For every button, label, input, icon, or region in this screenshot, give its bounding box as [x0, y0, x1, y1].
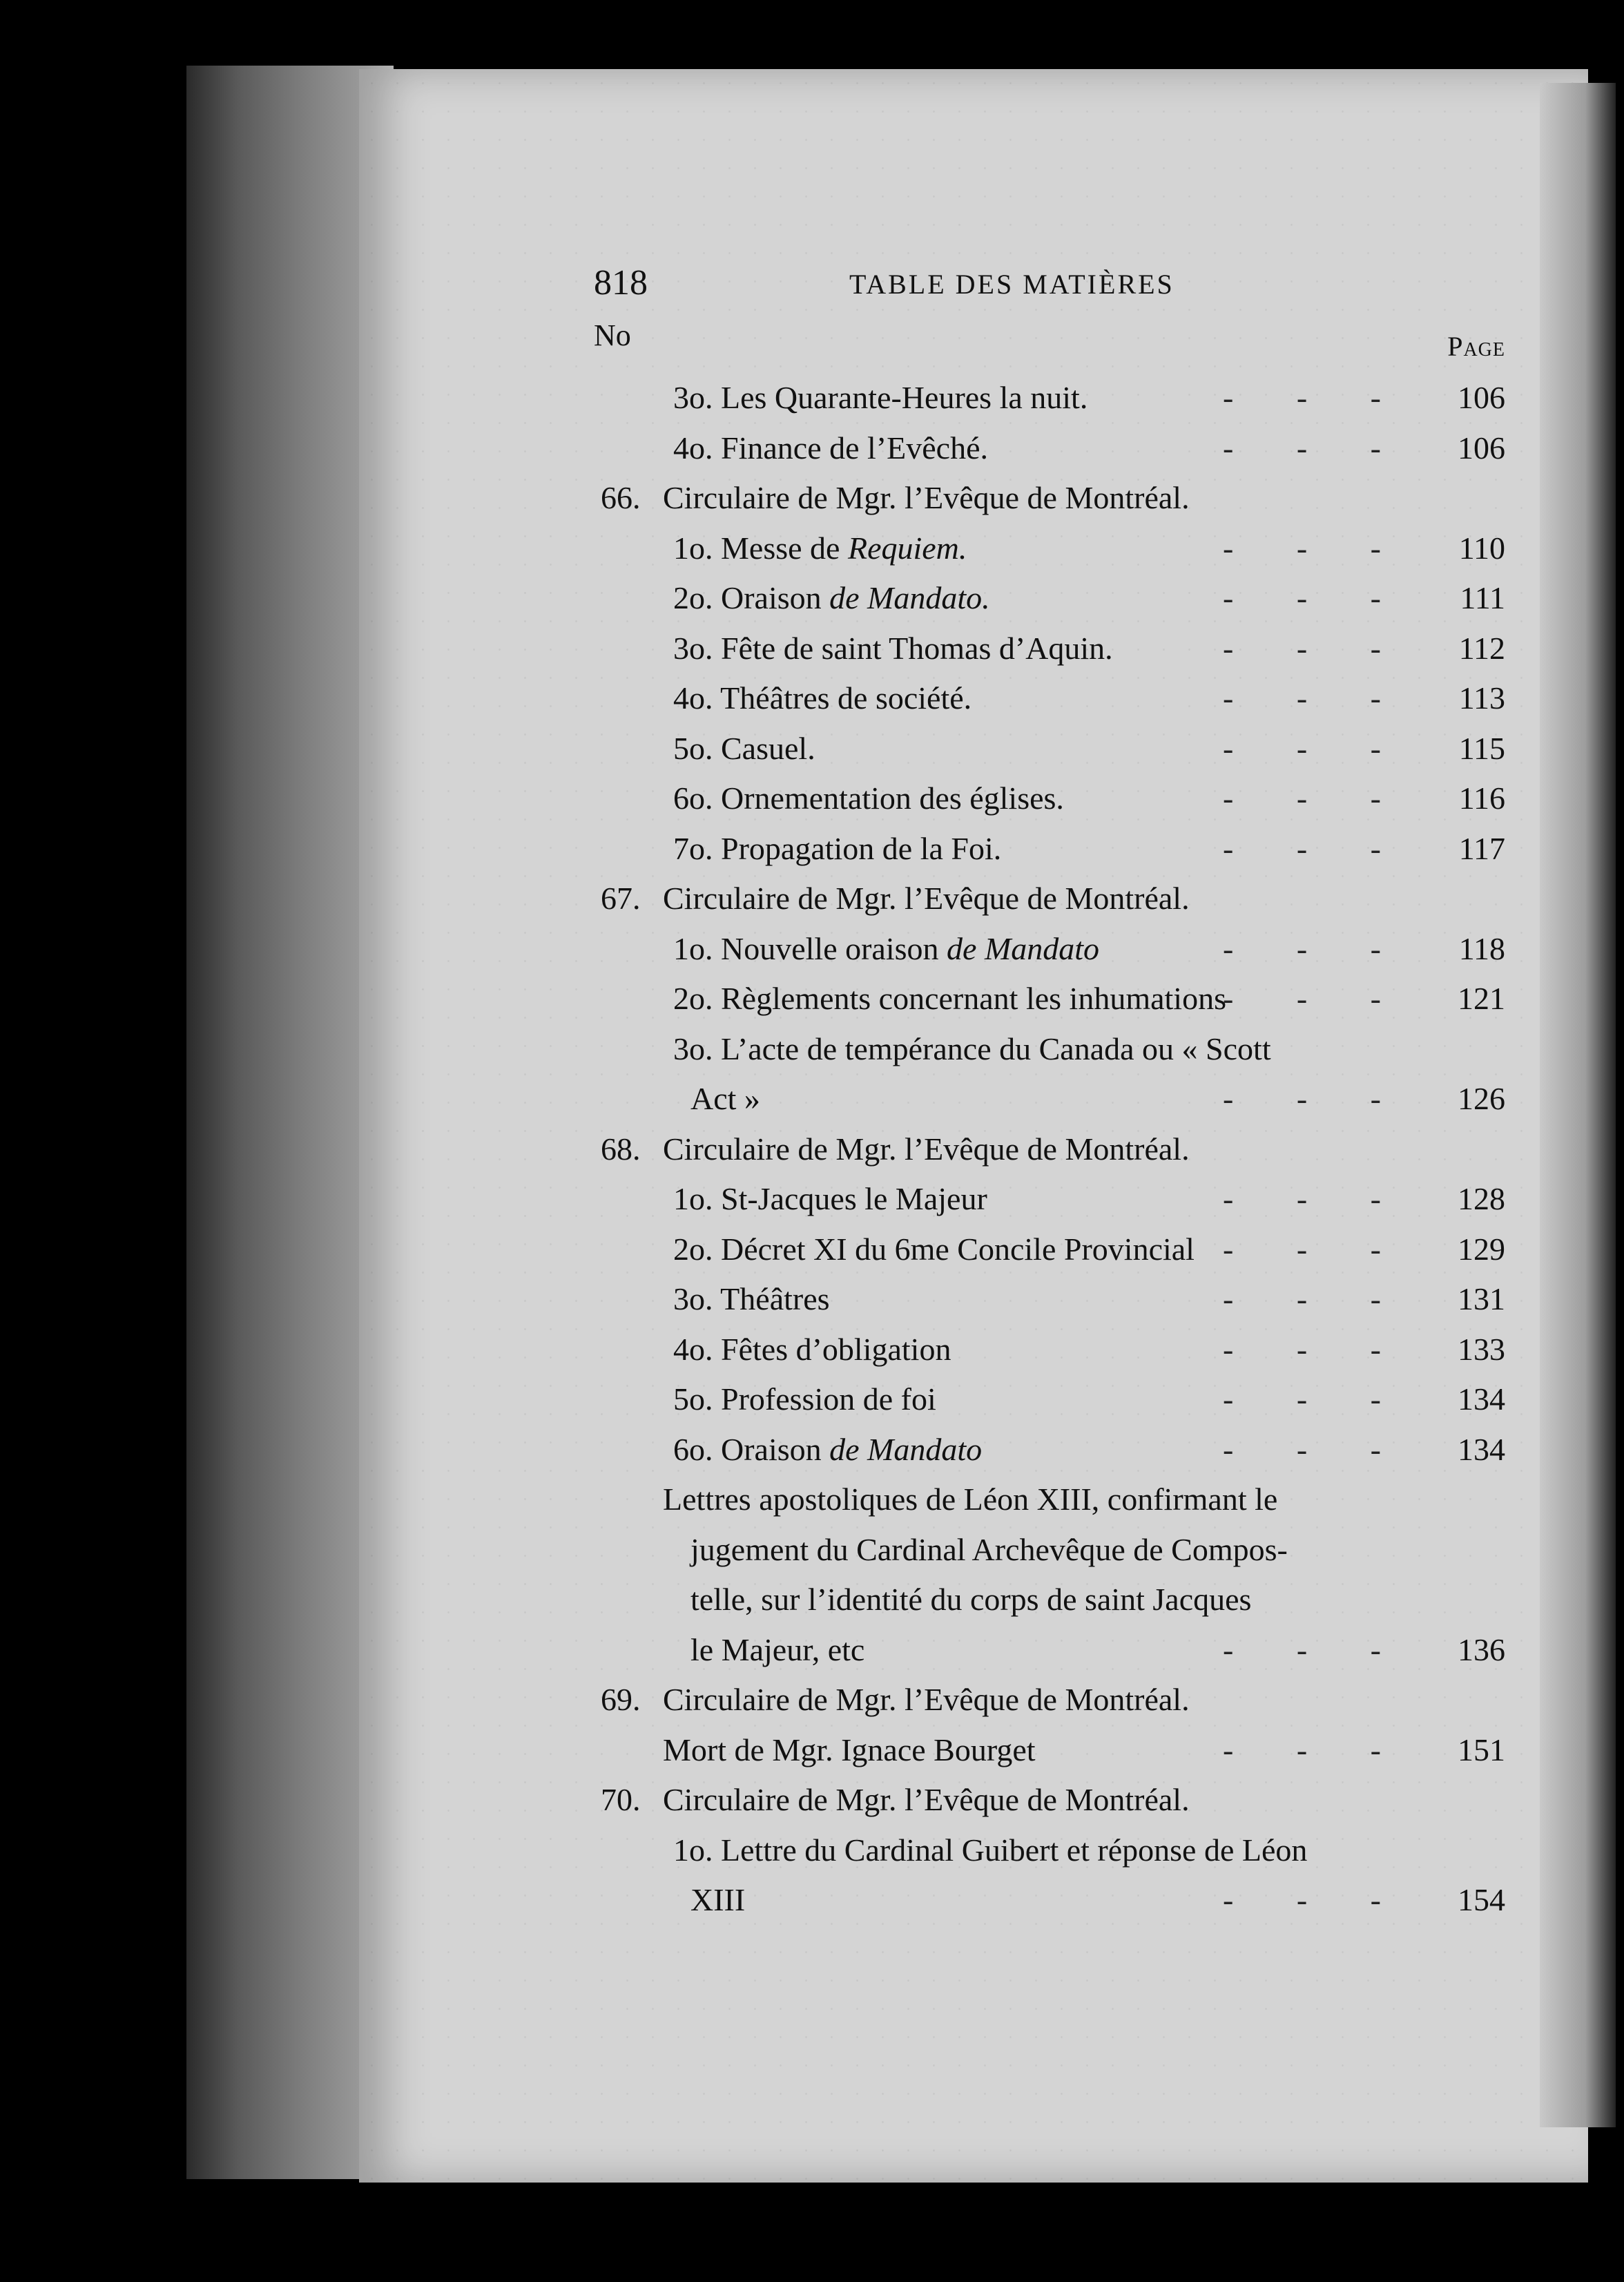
entry-title	[673, 824, 1001, 874]
entry-title	[673, 724, 815, 774]
entry-subnumber: 5o.	[673, 730, 721, 766]
entry-italic-text: Requiem.	[847, 530, 967, 566]
entry-title	[690, 1625, 864, 1676]
entry-text: Lettres apostoliques de Léon XIII, confirmant le	[663, 1482, 1278, 1517]
entry-page-number: 131	[1458, 1281, 1505, 1316]
toc-entry	[594, 524, 1505, 574]
running-title: TABLE DES MATIÈRES	[849, 269, 1174, 300]
entry-title	[690, 1074, 760, 1124]
toc-entry	[594, 824, 1505, 874]
entry-title	[673, 373, 1088, 423]
entry-title	[673, 573, 990, 624]
entry-list	[594, 373, 1505, 1926]
entry-title	[663, 874, 1190, 924]
entry-title	[673, 423, 988, 474]
entry-subnumber: 2o.	[673, 1231, 721, 1267]
entry-title	[673, 974, 1226, 1024]
entry-title	[673, 624, 1113, 674]
entry-subnumber: 2o.	[673, 580, 721, 615]
dot-leader: - - -	[1223, 580, 1409, 615]
entry-page-number: 133	[1458, 1331, 1505, 1367]
entry-title	[673, 774, 1064, 824]
dot-leader: - - -	[1223, 680, 1409, 716]
entry-text: Les Quarante-Heures la nuit.	[721, 380, 1088, 415]
entry-page-number: 126	[1458, 1081, 1505, 1116]
toc-entry	[594, 1575, 1498, 1625]
dot-leader: - - -	[1223, 930, 1409, 966]
entry-page-number: 118	[1458, 930, 1505, 966]
entry-text: Act »	[690, 1081, 760, 1116]
toc-entry	[594, 974, 1505, 1024]
entry-subnumber: 2o.	[673, 981, 721, 1016]
entry-text: Oraison	[721, 580, 830, 615]
entry-title	[673, 1374, 936, 1425]
entry-number: 66.	[601, 480, 641, 515]
dot-leader: - - -	[1223, 1732, 1409, 1767]
entry-number: 67.	[601, 881, 641, 916]
dot-leader: - - -	[1223, 1331, 1409, 1367]
entry-subnumber: 1o.	[673, 930, 721, 966]
entry-title	[690, 1875, 745, 1926]
toc-entry	[594, 1725, 1505, 1776]
toc-entry	[594, 1074, 1505, 1124]
entry-page-number: 106	[1458, 430, 1505, 466]
entry-text: Ornementation des églises.	[721, 780, 1064, 816]
entry-subnumber: 4o.	[673, 1331, 721, 1367]
entry-title	[673, 1325, 951, 1375]
entry-subnumber: 6o.	[673, 780, 721, 816]
entry-italic-text: de Mandato.	[829, 580, 990, 615]
dot-leader: - - -	[1223, 1431, 1409, 1467]
entry-text: Propagation de la Foi.	[721, 830, 1002, 866]
entry-text: Fête de saint Thomas d’Aquin.	[721, 630, 1113, 666]
entry-page-number: 129	[1458, 1231, 1505, 1267]
dot-leader: - - -	[1223, 1281, 1409, 1316]
toc-entry	[594, 373, 1505, 423]
entry-title	[673, 1274, 830, 1325]
entry-text: Profession de foi	[721, 1381, 936, 1417]
dot-leader: - - -	[1223, 981, 1409, 1016]
page-header	[594, 262, 1498, 318]
entry-italic-text: de Mandato	[947, 930, 1100, 966]
entry-number: 70.	[601, 1782, 641, 1817]
entry-text: Casuel.	[721, 730, 815, 766]
entry-page-number: 113	[1458, 680, 1505, 716]
entry-page-number: 117	[1458, 830, 1505, 866]
entry-title	[673, 1825, 1307, 1876]
toc-entry	[594, 473, 1498, 524]
entry-title	[690, 1525, 1288, 1575]
entry-text: Lettre du Cardinal Guibert et réponse de Léon	[721, 1832, 1308, 1868]
entry-page-number: 154	[1458, 1882, 1505, 1917]
page-edge	[1540, 83, 1616, 2127]
toc-entry	[594, 1875, 1505, 1926]
entry-page-number: 112	[1458, 630, 1505, 666]
entry-subnumber: 1o.	[673, 1832, 721, 1868]
table-of-contents	[594, 262, 1505, 1926]
page-column-label: Page	[1447, 331, 1505, 362]
dot-leader: - - -	[1223, 1081, 1409, 1116]
entry-number: 69.	[601, 1682, 641, 1717]
entry-title	[663, 1124, 1190, 1175]
page-number: 818	[594, 263, 648, 303]
toc-entry	[594, 1775, 1498, 1825]
dot-leader: - - -	[1223, 380, 1409, 415]
toc-entry	[594, 573, 1505, 624]
entry-text: Circulaire de Mgr. l’Evêque de Montréal.	[663, 1131, 1190, 1167]
entry-page-number: 128	[1458, 1181, 1505, 1216]
entry-number: 68.	[601, 1131, 641, 1167]
toc-entry	[594, 1625, 1505, 1676]
entry-text: Circulaire de Mgr. l’Evêque de Montréal.	[663, 1782, 1190, 1817]
entry-text: telle, sur l’identité du corps de saint Jacques	[690, 1582, 1252, 1617]
entry-text: Circulaire de Mgr. l’Evêque de Montréal.	[663, 480, 1190, 515]
toc-entry	[594, 423, 1505, 474]
entry-text: jugement du Cardinal Archevêque de Compos-	[690, 1531, 1288, 1567]
entry-subnumber: 3o.	[673, 380, 721, 415]
dot-leader: - - -	[1223, 780, 1409, 816]
entry-page-number: 136	[1458, 1631, 1505, 1667]
entry-text: Messe de	[721, 530, 848, 566]
entry-text: Fêtes d’obligation	[721, 1331, 951, 1367]
entry-text: Circulaire de Mgr. l’Evêque de Montréal.	[663, 1682, 1190, 1717]
entry-subnumber: 3o.	[673, 1030, 721, 1066]
entry-text: Théâtres	[720, 1281, 830, 1316]
toc-entry	[594, 724, 1505, 774]
dot-leader: - - -	[1223, 1181, 1409, 1216]
entry-subnumber: 1o.	[673, 530, 721, 566]
entry-text: St-Jacques le Majeur	[721, 1181, 987, 1216]
toc-entry	[594, 1525, 1498, 1575]
dot-leader: - - -	[1223, 530, 1409, 566]
number-column-label: No	[594, 318, 631, 352]
entry-page-number: 116	[1458, 780, 1505, 816]
entry-text: Théâtres de société.	[720, 680, 972, 716]
entry-title	[663, 1675, 1190, 1725]
dot-leader: - - -	[1223, 830, 1409, 866]
dot-leader: - - -	[1223, 1381, 1409, 1417]
entry-text: XIII	[690, 1882, 746, 1917]
entry-subnumber: 5o.	[673, 1381, 721, 1417]
toc-entry	[594, 1174, 1505, 1225]
entry-page-number: 115	[1458, 730, 1505, 766]
entry-title	[663, 1725, 1036, 1776]
entry-text: Circulaire de Mgr. l’Evêque de Montréal.	[663, 881, 1190, 916]
column-headings	[594, 318, 1505, 373]
toc-entry	[594, 1124, 1498, 1175]
entry-title	[663, 1775, 1190, 1825]
entry-title	[663, 1475, 1277, 1525]
toc-entry	[594, 1024, 1498, 1075]
entry-subnumber: 3o.	[673, 630, 721, 666]
entry-page-number: 106	[1458, 380, 1505, 415]
toc-entry	[594, 1274, 1505, 1325]
entry-subnumber: 7o.	[673, 830, 721, 866]
toc-entry	[594, 1825, 1498, 1876]
toc-entry	[594, 624, 1505, 674]
toc-entry	[594, 924, 1505, 975]
dot-leader: - - -	[1223, 1882, 1409, 1917]
entry-subnumber: 6o.	[673, 1431, 721, 1467]
dot-leader: - - -	[1223, 1631, 1409, 1667]
entry-text: Nouvelle oraison	[721, 930, 947, 966]
entry-title	[673, 1174, 987, 1225]
entry-title	[673, 1425, 982, 1475]
entry-page-number: 111	[1460, 580, 1505, 615]
entry-title	[673, 524, 967, 574]
toc-entry	[594, 673, 1505, 724]
entry-text: Oraison	[721, 1431, 830, 1467]
entry-title	[673, 924, 1099, 975]
entry-text: Décret XI du 6me Concile Provincial	[721, 1231, 1195, 1267]
dot-leader: - - -	[1223, 630, 1409, 666]
dot-leader: - - -	[1223, 430, 1409, 466]
entry-title	[673, 673, 972, 724]
entry-text: Règlements concernant les inhumations	[721, 981, 1226, 1016]
entry-text: le Majeur, etc	[690, 1631, 865, 1667]
entry-subnumber: 4o.	[673, 680, 721, 716]
entry-title	[673, 1225, 1195, 1275]
toc-entry	[594, 1225, 1505, 1275]
entry-title	[690, 1575, 1251, 1625]
toc-entry	[594, 1325, 1505, 1375]
entry-text: Mort de Mgr. Ignace Bourget	[663, 1732, 1036, 1767]
entry-page-number: 134	[1458, 1381, 1505, 1417]
toc-entry	[594, 1675, 1498, 1725]
entry-title	[673, 1024, 1271, 1075]
toc-entry	[594, 1475, 1498, 1525]
entry-page-number: 151	[1458, 1732, 1505, 1767]
entry-page-number: 134	[1458, 1431, 1505, 1467]
toc-entry	[594, 1374, 1505, 1425]
entry-italic-text: de Mandato	[829, 1431, 983, 1467]
entry-text: Finance de l’Evêché.	[721, 430, 988, 466]
toc-entry	[594, 774, 1505, 824]
dot-leader: - - -	[1223, 1231, 1409, 1267]
entry-page-number: 121	[1458, 981, 1505, 1016]
entry-page-number: 110	[1458, 530, 1505, 566]
entry-subnumber: 4o.	[673, 430, 721, 466]
toc-entry	[594, 874, 1498, 924]
toc-entry	[594, 1425, 1505, 1475]
dot-leader: - - -	[1223, 730, 1409, 766]
entry-title	[663, 473, 1190, 524]
entry-subnumber: 1o.	[673, 1181, 721, 1216]
entry-text: L’acte de tempérance du Canada ou « Scott	[721, 1030, 1271, 1066]
entry-subnumber: 3o.	[673, 1281, 721, 1316]
